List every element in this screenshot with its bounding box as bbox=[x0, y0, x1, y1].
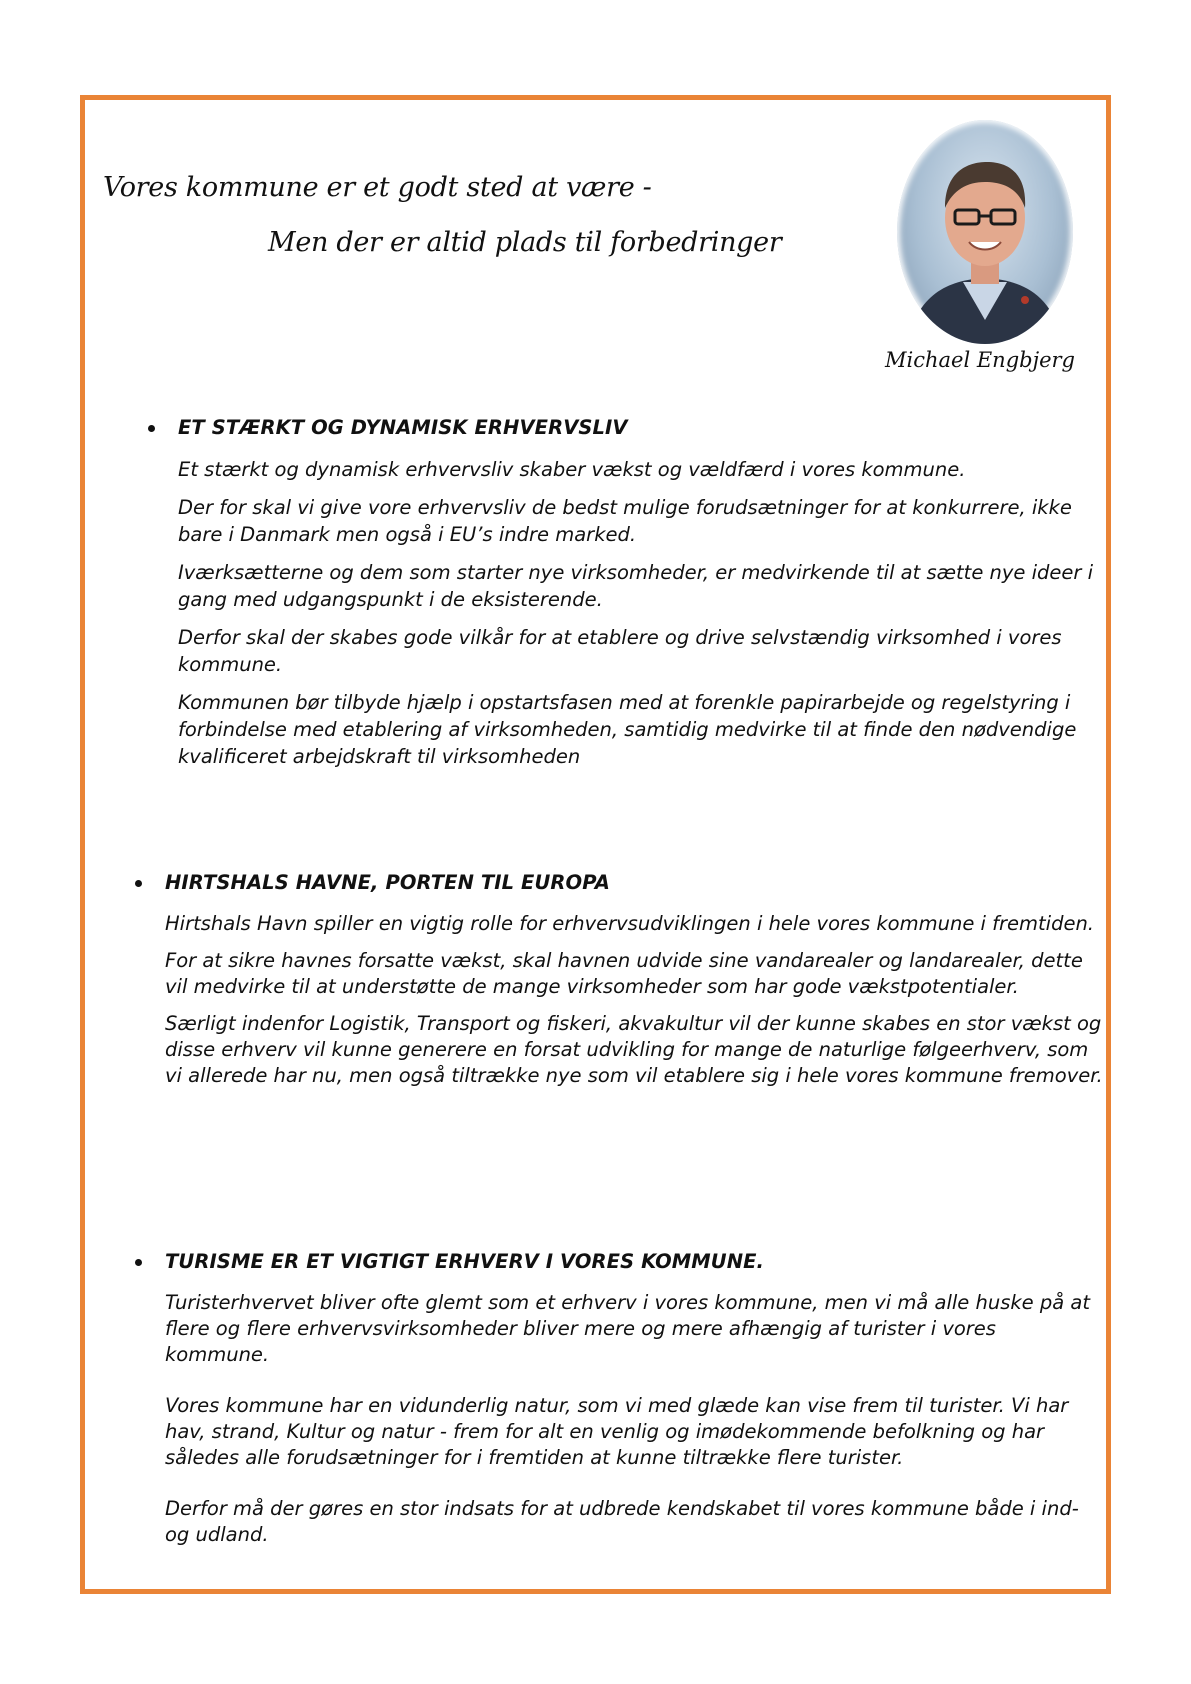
paragraph: Turisterhvervet bliver ofte glemt som et erhverv i vores kommune, men vi må alle huske på at flere og flere erhvervsvirksomheder bliver mere og mere afhængig af turister i vores kommune. bbox=[165, 1291, 1090, 1366]
paragraph: Hirtshals Havn spiller en vigtig rolle for erhvervsudviklingen i hele vores kommune i fremtiden. bbox=[165, 912, 1095, 935]
paragraph: Kommunen bør tilbyde hjælp i opstartsfasen med at forenkle papirarbejde og regelstyring i forbindelse med etablering af virksomheden, samtidig medvirke til at finde den nødvendige kvalificeret arbejdskraft til virksomheden bbox=[178, 691, 1077, 768]
portrait-illustration bbox=[897, 120, 1073, 344]
section-tourism bbox=[165, 1250, 1105, 1573]
headline-line-1: Vores kommune er et godt sted at være - bbox=[103, 172, 652, 203]
section-harbour bbox=[165, 871, 1105, 1100]
section-title-text: TURISME ER ET VIGTIGT ERHVERV I VORES KOMMUNE. bbox=[165, 1250, 765, 1273]
paragraph: Vores kommune har en vidunderlig natur, som vi med glæde kan vise frem til turister. Vi har hav, strand, Kultur og natur - frem for alt en venlig og imødekommende befolkning og har således alle forudsætninger for i fremtiden at kunne tiltrække flere turister. bbox=[165, 1394, 1069, 1469]
portrait-caption: Michael Engbjerg bbox=[885, 348, 1076, 372]
section-title bbox=[178, 416, 1098, 439]
section-title-text: ET STÆRKT OG DYNAMISK ERHVERVSLIV bbox=[178, 416, 628, 439]
paragraph: Særligt indenfor Logistik, Transport og fiskeri, akvakultur vil der kunne skabes en stor vækst og disse erhverv vil kunne generere en forsat udvikling for mange de naturlige følgeerhverv, som vi allerede har nu, men også tiltrække nye som vil etablere sig i hele vores kommune fremover. bbox=[165, 1012, 1103, 1087]
paragraph: Derfor skal der skabes gode vilkår for at etablere og drive selvstændig virksomhed i vores kommune. bbox=[178, 626, 1062, 676]
bullet-icon bbox=[135, 880, 142, 887]
headline-line-2: Men der er altid plads til forbedringer bbox=[268, 227, 782, 258]
paragraph: Der for skal vi give vore erhvervsliv de bedst mulige forudsætninger for at konkurrere, ikke bare i Danmark men også i EU’s indre marked. bbox=[178, 496, 1072, 546]
bullet-icon bbox=[135, 1259, 142, 1266]
paragraph: Iværksætterne og dem som starter nye virksomheder, er medvirkende til at sætte nye ideer i gang med udgangspunkt i de eksisterende. bbox=[178, 561, 1094, 611]
portrait-photo bbox=[897, 120, 1073, 344]
paragraph: For at sikre havnes forsatte vækst, skal havnen udvide sine vandarealer og landarealer, dette vil medvirke til at understøtte de mange virksomheder som har gode vækstpotentialer. bbox=[165, 949, 1083, 998]
paragraph: Et stærkt og dynamisk erhvervsliv skaber vækst og vældfærd i vores kommune. bbox=[178, 458, 966, 481]
section-title bbox=[165, 1250, 1105, 1273]
section-title bbox=[165, 871, 1105, 894]
bullet-icon bbox=[148, 425, 155, 432]
section-business bbox=[178, 416, 1098, 781]
section-title-text: HIRTSHALS HAVNE, PORTEN TIL EUROPA bbox=[165, 871, 610, 894]
paragraph: Derfor må der gøres en stor indsats for at udbrede kendskabet til vores kommune både i ind- og udland. bbox=[165, 1497, 1079, 1546]
